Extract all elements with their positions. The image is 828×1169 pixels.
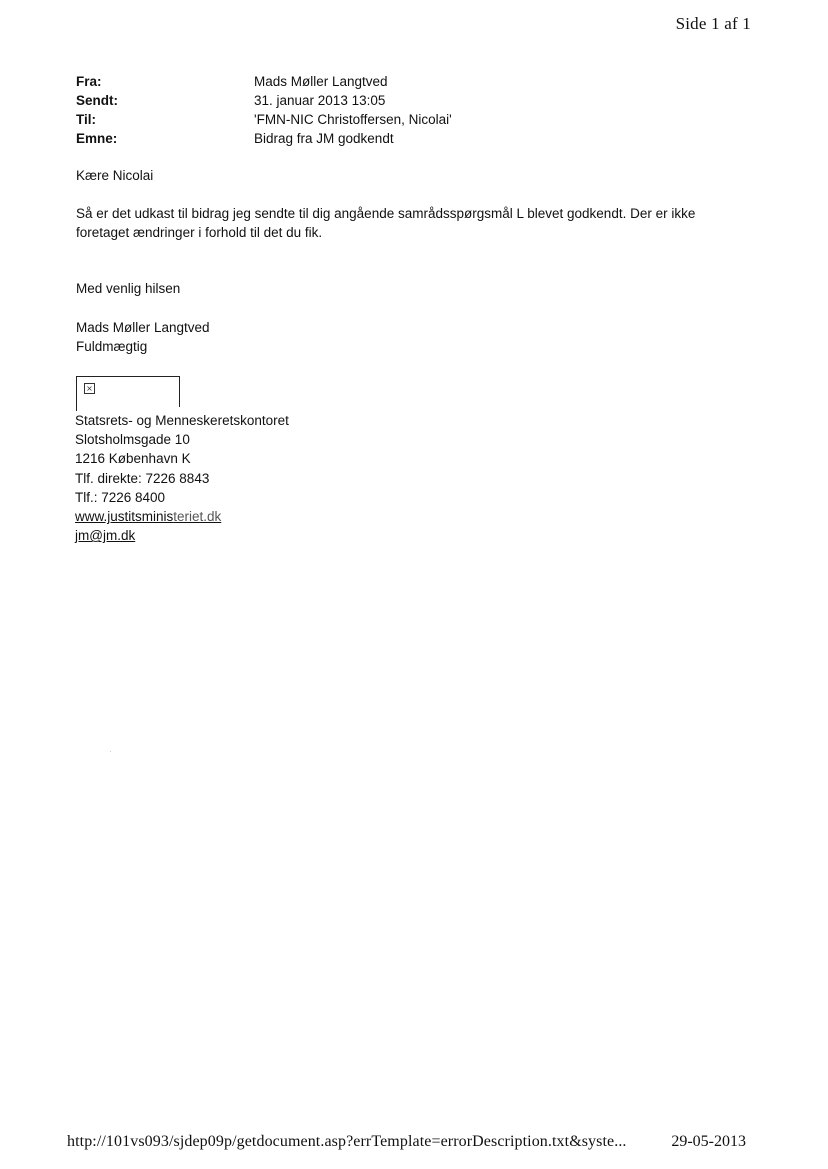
- header-row-to: [76, 110, 636, 129]
- page-indicator: Side 1 af 1: [675, 14, 751, 33]
- from-label: Fra:: [76, 74, 102, 89]
- closing: Med venlig hilsen: [76, 281, 181, 296]
- office-name: Statsrets- og Menneskeretskontoret: [75, 413, 289, 428]
- phone-direct: Tlf. direkte: 7226 8843: [75, 470, 210, 486]
- subject-label: Emne:: [76, 131, 118, 146]
- message-line-1: Så er det udkast til bidrag jeg sendte til dig angående samrådsspørgsmål L blevet godkendt. Der er ikke: [76, 206, 696, 221]
- email-link[interactable]: jm@jm.dk: [75, 528, 136, 544]
- footer-date: 29-05-2013: [671, 1133, 746, 1150]
- to-value: 'FMN-NIC Christoffersen, Nicolai': [254, 112, 452, 127]
- email-link-row: [75, 526, 289, 545]
- scan-speck: [110, 751, 111, 752]
- footer-url: http://101vs093/sjdep09p/getdocument.asp?errTemplate=errorDescription.txt&syste...: [67, 1133, 627, 1150]
- logo-placeholder: [76, 376, 180, 407]
- email-header: [76, 72, 636, 148]
- website-link-part1: www.justitsminis: [75, 509, 174, 525]
- from-value: Mads Møller Langtved: [254, 74, 388, 89]
- website-link[interactable]: [75, 509, 221, 524]
- phone-main: Tlf.: 7226 8400: [75, 489, 166, 505]
- subject-value: Bidrag fra JM godkendt: [254, 131, 394, 146]
- street-address: Slotsholmsgade 10: [75, 432, 190, 448]
- header-row-from: [76, 72, 636, 91]
- to-label: Til:: [76, 112, 96, 127]
- contact-block: [75, 411, 289, 545]
- sent-label: Sendt:: [76, 93, 118, 108]
- message-paragraph: [76, 204, 736, 242]
- greeting: Kære Nicolai: [76, 168, 154, 183]
- sent-value: 31. januar 2013 13:05: [254, 93, 386, 108]
- broken-image-icon: ×: [84, 383, 95, 394]
- signature-title: Fuldmægtig: [76, 339, 148, 354]
- website-link-part2: teriet.dk: [173, 509, 222, 525]
- signature-name: Mads Møller Langtved: [76, 320, 210, 335]
- website-link-row: [75, 507, 289, 526]
- header-row-subject: [76, 129, 636, 148]
- postal-city: 1216 København K: [75, 451, 191, 467]
- header-row-sent: [76, 91, 636, 110]
- message-line-2: foretaget ændringer i forhold til det du fik.: [76, 225, 323, 240]
